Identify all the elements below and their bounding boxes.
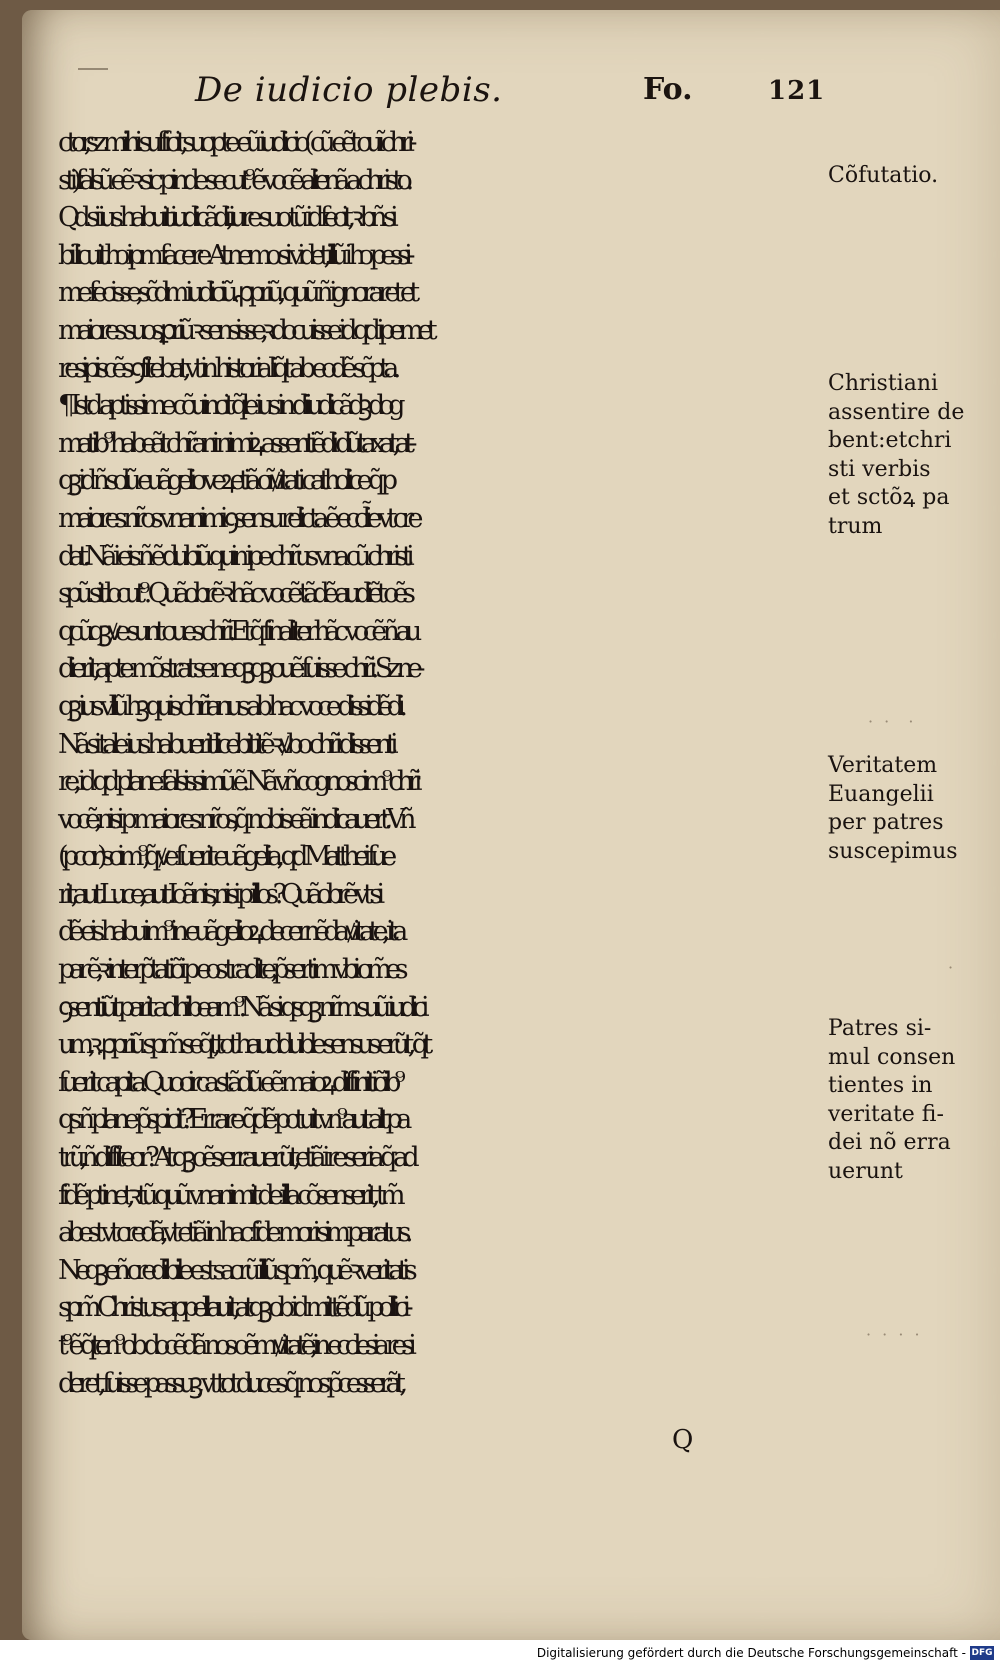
digitization-footer [0, 1640, 1000, 1668]
margin-note [828, 1015, 998, 1186]
running-title: De iudicio plebis. [195, 70, 503, 110]
text-line: Neqꝫ eñ credibile est sacrũ illũ spm̃, quẽ ꝛ veritatis [58, 1254, 412, 1286]
margin-note-line: et sctõꝝ pa [828, 485, 950, 510]
text-line: deret, fuisse passuꝫ, vt tot duces q̃ nos p̃cesserãt, [58, 1367, 402, 1399]
text-line: spm̃ Christus appellauit,atqꝫ ob id mittẽdũ pollici- [58, 1292, 408, 1324]
text-line: Qd si ius habuit iudicãdi,iure suo tũ id fecit, ꝛ bñ si [58, 202, 393, 234]
text-line: dẽ eis habuim⁹ in euãgelioꝝ decernẽda ꝟitate, ita [58, 916, 402, 948]
text-line: vocẽ,nisi p maiores nr̃os,q̃ nobis eã indicauert.Vñ [58, 803, 410, 835]
margin-note-line: Patres si- [828, 1016, 932, 1041]
margin-note-line: uerunt [828, 1158, 903, 1184]
text-line: qꝫ ius vllũ hꝫ quis chr̃ianus ab hac voce dissidẽdi. [58, 690, 402, 722]
text-line: ꝯsentiũt parit adhibeam⁹.Nã si qsqꝫ nr̃m suũ iudici [58, 991, 424, 1023]
folio-label: Fo. [643, 72, 693, 107]
text-line: trũ,ñ diffiteor?At qꝫ oẽs errauerũt,etiã i re seria q̃ ad [58, 1142, 414, 1174]
margin-note-line: veritate fi- [828, 1101, 944, 1127]
margin-note-line: Euangelii [828, 781, 934, 807]
ink-specks: · · · · [866, 1325, 923, 1344]
catchword: Q [672, 1425, 694, 1455]
text-line: qcũqꝫ ꝟe sunt oues chr̃i.Et q̃ finaliter hãc vocẽ ñ au [58, 615, 416, 647]
dfg-logo: DFG [971, 1648, 993, 1658]
margin-note-line: per patres [828, 810, 944, 835]
text-line: (pcor)scim⁹,q̃ ꝟe fuerit euãgelia, qd Matthei fue [58, 841, 391, 873]
margin-note-line: Cõfutatio. [828, 163, 939, 188]
margin-note-line: dei nõ erra [828, 1130, 951, 1155]
text-line: re, id qd plane falsissimũ ẽ. Nã vñ cognoscim⁹ chr̃i [58, 766, 416, 798]
main-text-block [58, 124, 828, 1402]
margin-note [828, 752, 998, 866]
margin-note [828, 370, 998, 541]
margin-notes [828, 0, 998, 1640]
text-line: um,ꝛ ꝓpriũ spm̃ seq̃t,tot haudduble sensus erũt, q̃t [58, 1029, 427, 1061]
text-line: ¶ Istd aptissime cõuincit q̃le ius in diiudicãdꝫ dog [58, 390, 399, 422]
text-line: fidẽ ptinet,ꝛ tũ quũ vnanimit de illa cõsenserit, tm̃ [58, 1179, 399, 1211]
text-line: ctor,sz mihi sufficit,suopte eũ iudicio( cũ eẽt ouĩ chri- [58, 127, 411, 158]
text-line: dat.Nã i eis ñ ẽ dubiũ quin ipe chr̃us vna cũ christi [58, 540, 409, 572]
text-line: rit,aut Luce,aut Ioãnis,nisi p illos?Quãobrẽ vt si [58, 878, 379, 910]
margin-note-line: tientes in [828, 1073, 933, 1098]
margin-note-line: bent:etchri [828, 428, 952, 453]
text-line: matib⁹ habeãt chr̃ani nimiꝝ assentiẽdi dũtaxat,at- [58, 427, 411, 459]
margin-note [828, 162, 998, 191]
text-line: t⁹ ẽ q̃ten⁹ ob docẽdã nos oẽm ꝟitatẽ,in ecclesia resi [58, 1330, 411, 1361]
header-ornament [78, 68, 108, 70]
margin-note-line: trum [828, 513, 883, 539]
text-line: Nã si tale ius habuerit licebit itẽ ꝛ ꝟbo chr̃i dissenti [58, 728, 393, 760]
margin-note-line: mul consen [828, 1044, 956, 1070]
text-line: spũ sit locut⁹. Quãobrẽ ꝛ hãc vocẽ tãdẽ audiẽt oẽs [58, 578, 410, 610]
text-line: abest vt credã,vt etiã in hac fide mori sim paratus. [58, 1217, 407, 1249]
text-line: par ẽ,ꝛ interp̃tatiõi p eos tradite,p̃sertim vbi om̃es [58, 954, 403, 986]
text-line: fuerit capita.Quocirca stãdũ eẽ maioꝝ diffinitiõib⁹ [58, 1066, 400, 1098]
margin-note-line: Veritatem [828, 753, 938, 778]
folio-number: 121 [768, 76, 826, 106]
text-line: qs ñ plane p̃spicit?Errare q̃dẽ potuit vn⁹aut alt pa [58, 1104, 406, 1136]
text-line: bi licuit hↄ ipm facere At nemo si videt,illũ i hↄ pessi- [58, 239, 409, 271]
margin-note-line: assentire de [828, 399, 965, 425]
text-line: qꝫ id ñ solũ euãgelio veꝝetiã oĩ ꝟitati catholice q̃ p [58, 465, 392, 497]
margin-note-line: suscepimus [828, 838, 958, 864]
text-line: maiores nr̃os vnanimi ꝯsensu relicta ẽ eccl̃ie vt cre [58, 502, 417, 534]
margin-note-line: Christiani [828, 371, 939, 396]
footer-credit: Digitalisierung gefördert durch die Deutsche Forschungsgemeinschaft - [536, 1646, 966, 1660]
text-line: me fecisse,sc̃dm iudiciũ ꝓpriũ, quũ ñ ignoraret et [58, 277, 414, 309]
text-line: maiores suos,ꝑriũ ꝛ sensisse,ꝛ docuisse id qd ipemet [58, 314, 431, 346]
margin-note-line: sti verbis [828, 456, 931, 482]
ink-specks: · · · [868, 712, 917, 731]
text-line: dierit,apte mõstrat se neqꝫqꝫ ouẽ fuisse chr̃i. Sz ne- [58, 653, 419, 685]
text-line: resipiscẽs ꝯfitebat,vt in historia liq̃t ab eodẽ sc̃pta. [58, 352, 395, 384]
ink-specks: · [948, 958, 957, 977]
text-line: sti)falsũ eẽ ꝛ sic pinde secut⁹ ẽ vocẽ alienã a christo. [58, 164, 408, 196]
